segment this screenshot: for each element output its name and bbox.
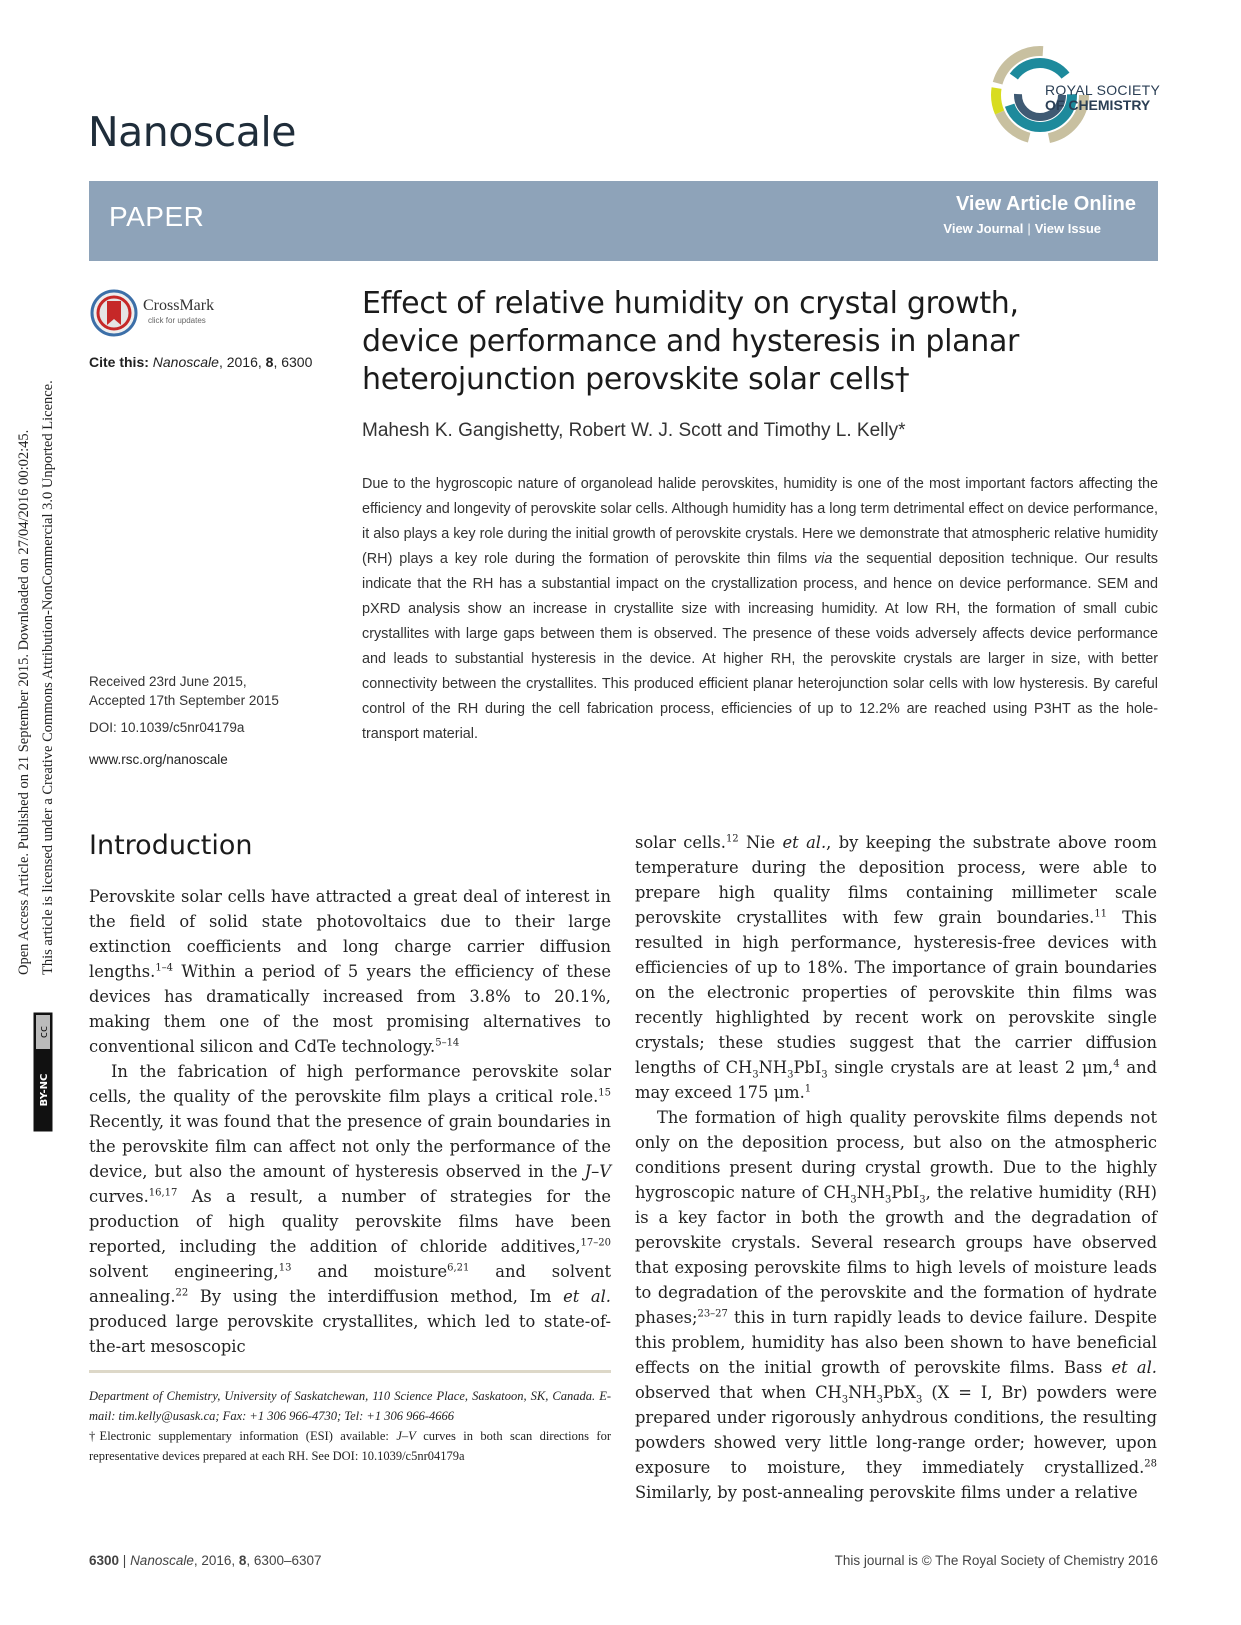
- text: (X = I, Br) powders were prepared under rigorously anhydrous conditions, the resulting powders showed very little long-range order; however, upon exposure to moisture, they immediately crystallized.: [635, 1383, 1157, 1477]
- subscript: 3: [752, 1069, 759, 1081]
- article-type-label: PAPER: [109, 201, 205, 232]
- text: solvent engineering,: [89, 1262, 279, 1281]
- citation-ref[interactable]: 1: [804, 1083, 812, 1095]
- article-title: Effect of relative humidity on crystal growth, device performance and hysteresis in planar heterojunction perovskite solar cells†: [362, 286, 1020, 397]
- text: Within a period of 5 years the efficiency of these devices has dramatically increased from 3.8% to 20.1%, making them one of the most promising alternatives to conventional silicon and CdTe technology.: [89, 962, 611, 1056]
- footnotes: [89, 1386, 611, 1466]
- journal-url[interactable]: www.rsc.org/nanoscale: [89, 752, 228, 767]
- citation-ref[interactable]: 11: [1094, 908, 1108, 920]
- cite-page: , 6300: [273, 354, 313, 370]
- subscript: 3: [919, 1194, 926, 1206]
- rsc-wordmark: [1045, 83, 1160, 113]
- cite-journal: Nanoscale: [152, 354, 219, 370]
- text: J–V: [396, 1429, 416, 1443]
- text: PbX: [882, 1383, 916, 1402]
- body-column-right: [635, 830, 1157, 1505]
- author-list: Mahesh K. Gangishetty, Robert W. J. Scott and Timothy L. Kelly*: [362, 420, 906, 441]
- citation-ref[interactable]: 5–14: [435, 1037, 460, 1049]
- text: curves.: [89, 1187, 149, 1206]
- subscript: 3: [876, 1394, 883, 1406]
- text: Recently, it was found that the presence of grain boundaries in the perovskite film can affect not only the performance of the device, but also the amount of hysteresis observed in the: [89, 1112, 611, 1181]
- paragraph: [89, 1059, 611, 1359]
- text: and may exceed 175 μm.: [635, 1058, 1158, 1102]
- text: NH: [848, 1383, 877, 1402]
- view-journal-link[interactable]: View Journal: [943, 221, 1024, 236]
- citation-ref[interactable]: 12: [725, 833, 739, 845]
- cite-prefix: Cite this:: [89, 354, 149, 370]
- text: Nie: [738, 833, 783, 852]
- citation-ref[interactable]: 13: [278, 1262, 292, 1274]
- text: , by keeping the substrate above room temperature during the deposition process, were able to prepare high quality films containing millimeter scale perovskite crystallites with few grain boundaries.: [635, 833, 1157, 927]
- footer-pages: , 6300–6307: [246, 1553, 322, 1568]
- cite-year: , 2016,: [218, 354, 266, 370]
- text: In the fabrication of high performance perovskite solar cells, the quality of the perovskite film plays a critical role.: [89, 1062, 611, 1106]
- text: Similarly, by post-annealing perovskite films under a relative: [635, 1483, 1138, 1502]
- paragraph: [635, 830, 1157, 1105]
- citation-ref[interactable]: 4: [1113, 1058, 1120, 1070]
- abstract: [362, 472, 1158, 747]
- text: and moisture: [291, 1262, 448, 1281]
- text: As a result, a number of strategies for the production of high quality perovskite films have been reported, including the addition of chloride additives,: [89, 1187, 611, 1256]
- subscript: 3: [787, 1069, 794, 1081]
- copyright-notice: This journal is © The Royal Society of Chemistry 2016: [834, 1553, 1158, 1568]
- text: et al.: [782, 833, 827, 852]
- text: produced large perovskite crystallites, which led to state-of-the-art mesoscopic: [89, 1312, 611, 1356]
- text: curves in both scan directions for representative devices prepared at each RH. See DOI: 10.1039/c5nr04179a: [89, 1429, 611, 1463]
- affiliation-footnote: Department of Chemistry, University of Saskatchewan, 110 Science Place, Saskatoon, SK, Canada. E-mail: tim.kelly@usask.ca; Fax: +1 306 966-4730; Tel: +1 306 966-4666: [89, 1389, 611, 1423]
- text: †Electronic supplementary information (ESI) available:: [89, 1429, 397, 1443]
- cc-license-icon[interactable]: [33, 1012, 53, 1132]
- subscript: 3: [841, 1394, 849, 1406]
- citation-ref[interactable]: 17–20: [580, 1237, 611, 1249]
- cc-mark: cc: [37, 1025, 50, 1039]
- citation-ref[interactable]: 23–27: [697, 1308, 728, 1320]
- subscript: 3: [885, 1194, 892, 1206]
- rsc-line1: ROYAL SOCIETY: [1045, 82, 1161, 98]
- text: PbI: [891, 1183, 920, 1202]
- received-date: Received 23rd June 2015,: [89, 674, 247, 689]
- text: NH: [856, 1183, 886, 1202]
- view-issue-link[interactable]: View Issue: [1034, 221, 1101, 236]
- text: et al.: [563, 1287, 611, 1306]
- journal-title: Nanoscale: [88, 108, 297, 156]
- citation-ref[interactable]: 1–4: [155, 962, 174, 974]
- text: The formation of high quality perovskite films depends not only on the deposition process, but also on the atmospheric conditions present during crystal growth. Due to the highly hygroscopic nature of CH: [635, 1108, 1157, 1202]
- text: This resulted in high performance, hysteresis-free devices with efficiencies of up to 18%. The importance of grain boundaries on the electronic properties of perovskite thin films was recently highlighted by recent work on perovskite single crystals; these studies suggest that the carrier diffusion lengths of CH: [635, 908, 1157, 1077]
- text: By using the interdiffusion method, Im: [188, 1287, 564, 1306]
- text: this in turn rapidly leads to device failure. Despite this problem, humidity has also been shown to have beneficial effects on the initial growth of perovskite films. Bass: [635, 1308, 1157, 1377]
- abstract-text-2: the sequential deposition technique. Our results indicate that the RH has a substantial impact on the crystallization process, and hence on device performance. SEM and pXRD analysis show an increase in crystallite size with increasing humidity. At low RH, the formation of small cubic crystallites with large gaps between them is observed. The presence of these voids adversely affects device performance and leads to substantial hysteresis in the device. At higher RH, the perovskite crystals are larger in size, with better connectivity between the crystallites. This produced efficient planar heterojunction solar cells with low hysteresis. By careful control of the RH during the cell fabrication process, efficiencies of up to 12.2% are reached using P3HT as the hole-transport material.: [362, 551, 1158, 742]
- subscript: 3: [821, 1069, 828, 1081]
- text: NH: [758, 1058, 788, 1077]
- footer-sep: |: [119, 1553, 131, 1568]
- open-access-line1: Open Access Article. Published on 21 September 2015. Downloaded on 27/04/2016 00:02:45.: [16, 429, 32, 975]
- subscript: 3: [850, 1194, 857, 1206]
- paragraph: [635, 1105, 1157, 1505]
- view-article-online-link[interactable]: View Article Online: [955, 193, 1136, 215]
- citation-ref[interactable]: 28: [1144, 1458, 1157, 1470]
- citation-line: [89, 354, 312, 370]
- article-banner: [89, 181, 1158, 261]
- esi-footnote: [89, 1426, 611, 1466]
- article-dates: [89, 672, 279, 710]
- page-number: 6300: [89, 1553, 120, 1568]
- footer-volume: 8: [238, 1553, 247, 1568]
- doi[interactable]: DOI: 10.1039/c5nr04179a: [89, 720, 245, 735]
- text: solar cells.: [635, 833, 726, 852]
- citation-ref[interactable]: 6,21: [447, 1262, 470, 1274]
- citation-ref[interactable]: 15: [598, 1087, 611, 1099]
- text: observed that when CH: [635, 1383, 842, 1402]
- body-column-left: [89, 830, 611, 1359]
- cite-volume: 8: [265, 354, 274, 370]
- citation-ref[interactable]: 16,17: [148, 1187, 178, 1199]
- accepted-date: Accepted 17th September 2015: [89, 693, 279, 708]
- citation-ref[interactable]: 22: [175, 1287, 189, 1299]
- open-access-line2[interactable]: This article is licensed under a Creative Commons Attribution-NonCommercial 3.0 Unported Licence.: [40, 380, 56, 975]
- abstract-via: via: [813, 551, 833, 567]
- view-links: [943, 221, 1101, 236]
- abstract-text-1: Due to the hygroscopic nature of organolead halide perovskites, humidity is one of the most important factors affecting the efficiency and longevity of perovskite solar cells. Although humidity has a long term detrimental effect on device performance, it also plays a key role during the initial growth of perovskite crystals. Here we demonstrate that atmospheric relative humidity (RH) plays a key role during the formation of perovskite thin films: [362, 476, 1158, 567]
- section-heading: Introduction: [89, 830, 253, 861]
- subscript: 3: [915, 1394, 923, 1406]
- footnote-divider: [89, 1370, 611, 1373]
- footer-journal: Nanoscale: [130, 1553, 194, 1568]
- text: Perovskite solar cells have attracted a great deal of interest in the field of solid state photovoltaics due to their large extinction coefficients and long charge carrier diffusion lengths.: [89, 887, 611, 981]
- paragraph: [89, 884, 611, 1059]
- footer-year: , 2016,: [193, 1553, 239, 1568]
- cc-badge-text: BY-NC: [39, 1073, 50, 1107]
- text: and solvent annealing.: [89, 1262, 611, 1306]
- page-footer-citation: [89, 1553, 322, 1568]
- text: et al.: [1111, 1358, 1157, 1377]
- text: , the relative humidity (RH) is a key factor in both the growth and the degradation of perovskite crystals. Several research groups have observed that exposing perovskite films to high levels of moisture leads to degradation of the perovskite and the formation of hydrate phases;: [635, 1183, 1157, 1327]
- rsc-line2: OF CHEMISTRY: [1045, 97, 1151, 113]
- crossmark-sublabel: click for updates: [148, 316, 206, 325]
- open-access-notice: [12, 380, 60, 975]
- text: PbI: [793, 1058, 822, 1077]
- crossmark-label[interactable]: CrossMark: [143, 297, 215, 314]
- link-separator: |: [1027, 221, 1031, 236]
- text: J–V: [584, 1162, 611, 1181]
- text: single crystals are at least 2 μm,: [827, 1058, 1114, 1077]
